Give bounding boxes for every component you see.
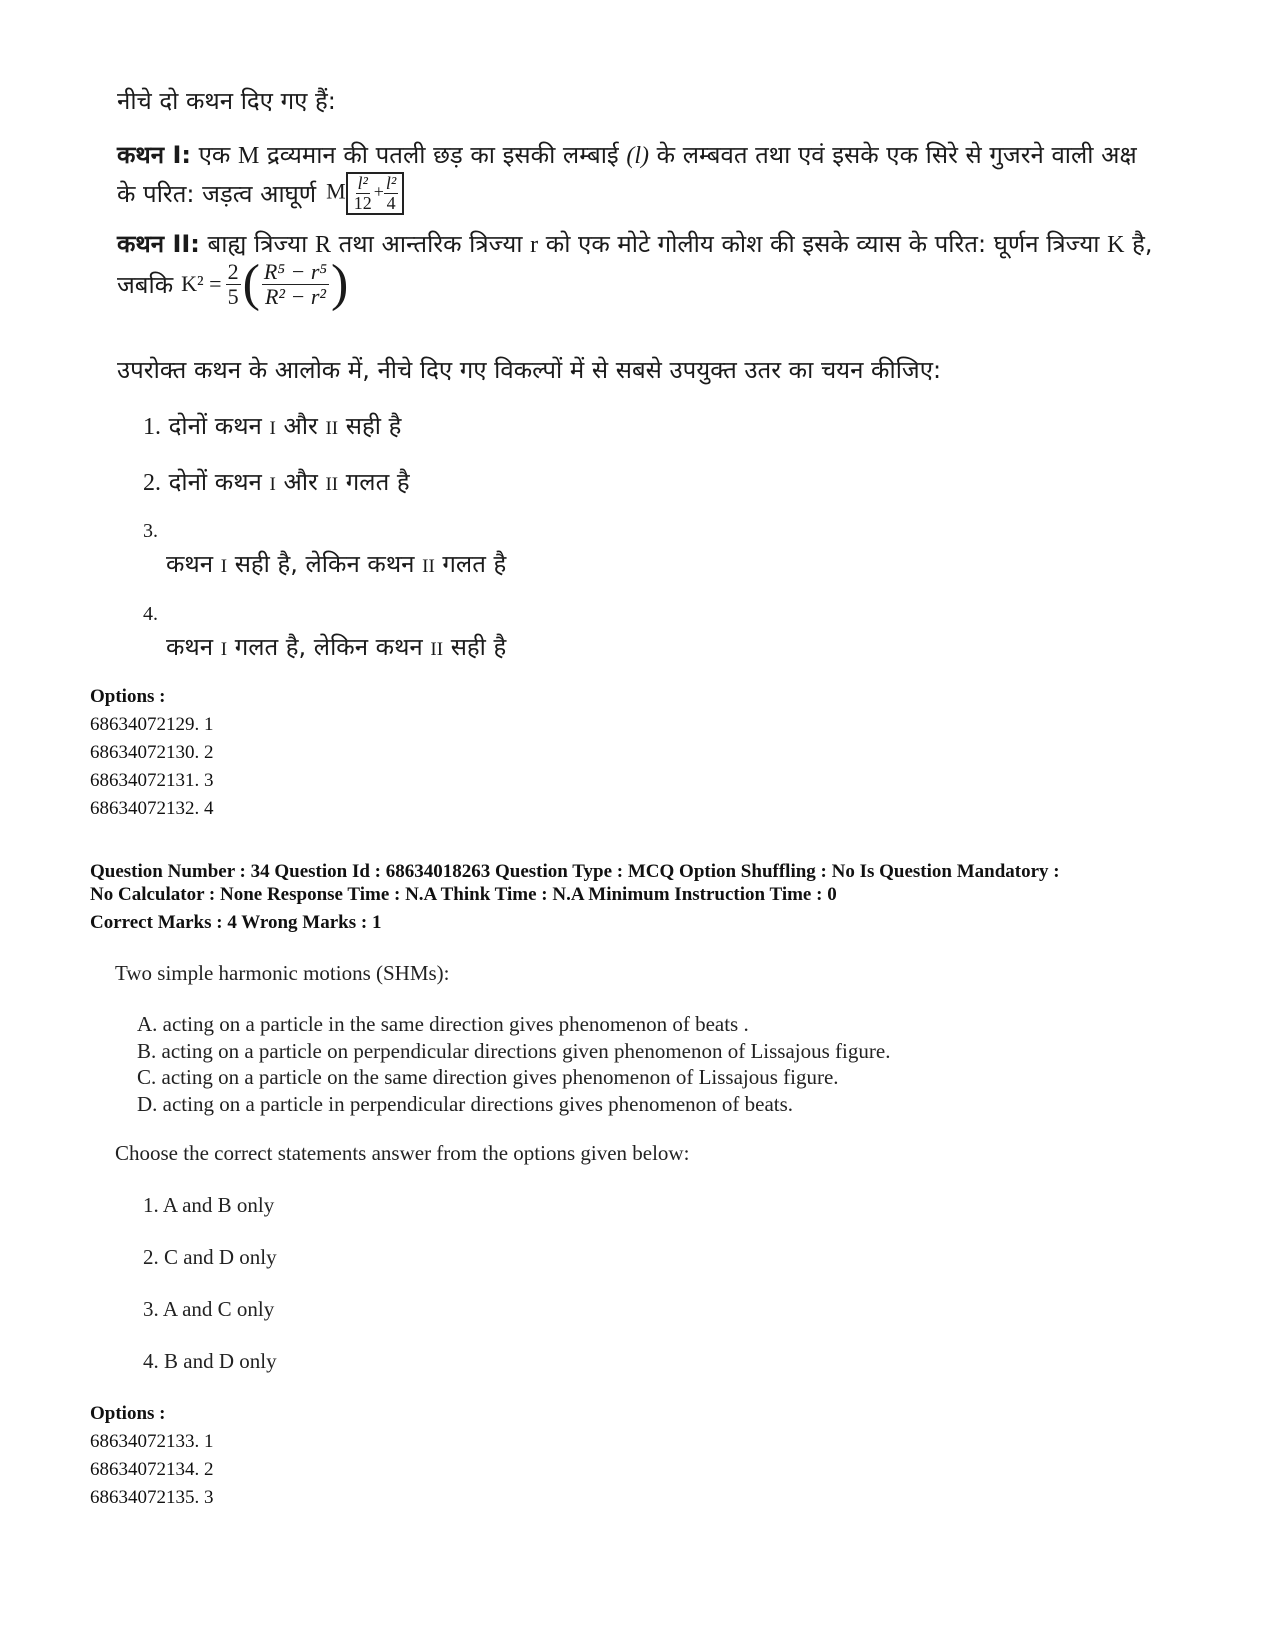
q34-option-3: 68634072135. 3 [90, 1487, 214, 1508]
q33-statement-2-line2: जबकि K² = $\frac{2}{5}$ ( $\frac{\text{R⁵ − r⁵}}{\text{R² − r²}}$ ) [117, 255, 349, 312]
q34-meta-line1: Question Number : 34 Question Id : 68634018263 Question Type : MCQ Option Shuffling : No Is Question Mandatory : [90, 861, 1060, 882]
q34-statement-d: D. acting on a particle in perpendicular directions gives phenomenon of beats. [137, 1092, 794, 1116]
q33-option-4: 68634072132. 4 [90, 798, 214, 819]
q33-choice-3-number: 3. [143, 520, 158, 542]
q34-choice-3: 3. A and C only [143, 1297, 275, 1321]
q33-statement-1-line2: के परित: जड़त्व आघूर्ण M $\frac{\text{l²}}{12}$ + $\frac{\text{l²}}{4}$ [117, 172, 404, 215]
q33-statement-1-label: कथन I: [117, 141, 191, 169]
q33-options-label: Options : [90, 686, 166, 707]
q34-prompt: Choose the correct statements answer from the options given below: [115, 1141, 690, 1165]
q34-marks: Correct Marks : 4 Wrong Marks : 1 [90, 912, 382, 933]
q34-choice-1: 1. A and B only [143, 1193, 275, 1217]
q33-choice-2: 2. दोनों कथन I और II गलत है [143, 468, 410, 496]
q34-statement-c: C. acting on a particle on the same direction gives phenomenon of Lissajous figure. [137, 1065, 839, 1089]
q33-statement-1-line1: कथन I: एक M द्रव्यमान की पतली छड़ का इसकी लम्बाई (l) के लम्बवत तथा एवं इसके एक सिरे से गुजरने वाली अक्ष [117, 141, 1137, 169]
q33-prompt: उपरोक्त कथन के आलोक में, नीचे दिए गए विकल्पों में से सबसे उपयुक्त उतर का चयन कीजिए: [117, 356, 942, 384]
q34-statement-a: A. acting on a particle in the same direction gives phenomenon of beats . [137, 1012, 749, 1036]
q33-option-1: 68634072129. 1 [90, 714, 214, 735]
q34-statement-b: B. acting on a particle on perpendicular directions given phenomenon of Lissajous figure. [137, 1039, 891, 1063]
q33-choice-4: कथन I गलत है, लेकिन कथन II सही है [166, 633, 507, 661]
q33-statement-2-label: कथन II: [117, 230, 200, 258]
q33-intro: नीचे दो कथन दिए गए हैं: [117, 87, 336, 115]
moment-of-inertia-formula: M $\frac{\text{l²}}{12}$ + $\frac{\text{l²}}{4}$ [326, 172, 404, 215]
radius-of-gyration-formula: K² = $\frac{2}{5}$ ( $\frac{\text{R⁵ − r⁵}}{\text{R² − r²}}$ ) [181, 255, 349, 312]
q34-choice-4: 4. B and D only [143, 1349, 277, 1373]
q34-option-2: 68634072134. 2 [90, 1459, 214, 1480]
q33-choice-3: कथन I सही है, लेकिन कथन II गलत है [166, 550, 507, 578]
q33-choice-4-number: 4. [143, 603, 158, 625]
q34-options-label: Options : [90, 1403, 166, 1424]
q34-intro: Two simple harmonic motions (SHMs): [115, 961, 450, 985]
q34-meta-line2: No Calculator : None Response Time : N.A Think Time : N.A Minimum Instruction Time : 0 [90, 884, 837, 905]
q34-choice-2: 2. C and D only [143, 1245, 277, 1269]
q34-option-1: 68634072133. 1 [90, 1431, 214, 1452]
q33-choice-1: 1. दोनों कथन I और II सही है [143, 412, 402, 440]
q33-option-3: 68634072131. 3 [90, 770, 214, 791]
q33-statement-2-line1: कथन II: बाह्य त्रिज्या R तथा आन्तरिक त्रिज्या r को एक मोटे गोलीय कोश की इसके व्यास के परित: घूर्णन त्रिज्या K है, [117, 230, 1153, 258]
q33-option-2: 68634072130. 2 [90, 742, 214, 763]
